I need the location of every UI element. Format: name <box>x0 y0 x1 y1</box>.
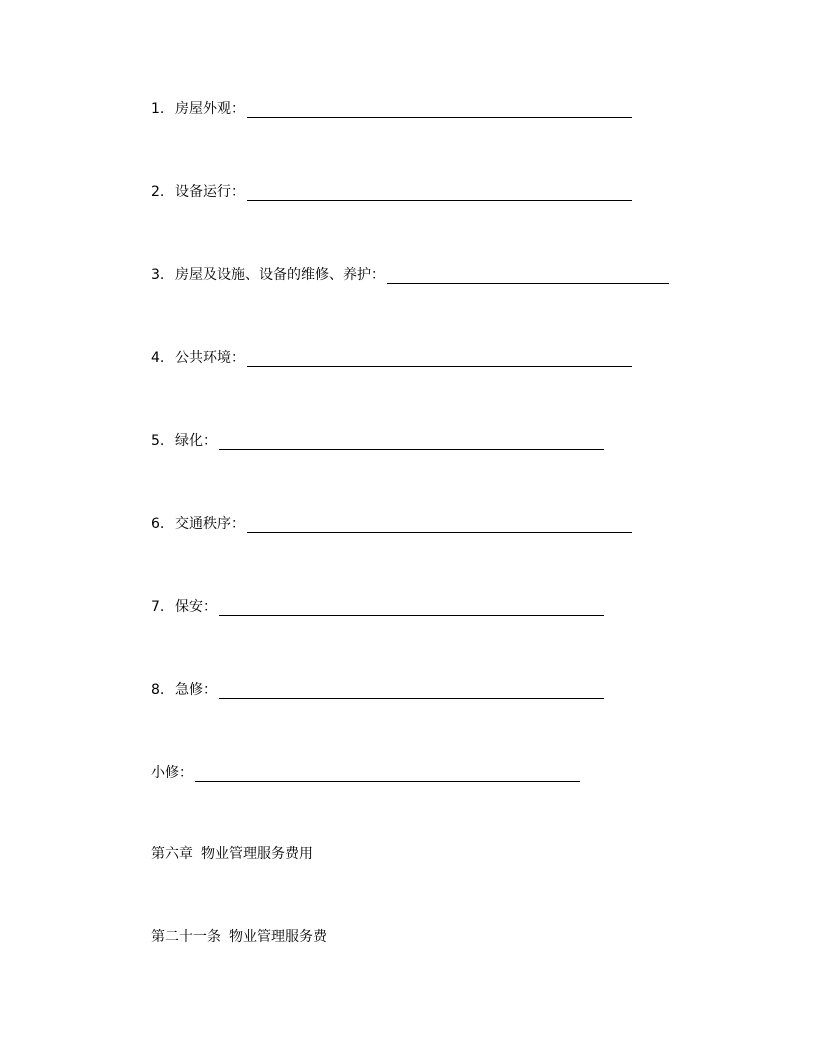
fill-in-blank[interactable] <box>219 432 604 450</box>
item-label: 设备运行： <box>175 184 245 200</box>
chapter-number: 第六章 <box>151 846 193 862</box>
item-number: 8. <box>151 682 165 698</box>
fill-in-blank[interactable] <box>247 349 632 367</box>
item-number: 5. <box>151 433 165 449</box>
item-label: 公共环境： <box>175 350 245 366</box>
item-traffic-order <box>151 511 632 533</box>
item-maintenance <box>151 262 669 284</box>
fill-in-blank[interactable] <box>247 183 632 201</box>
fill-in-blank[interactable] <box>195 764 580 782</box>
item-minor-repair <box>151 760 580 782</box>
chapter-title: 物业管理服务费用 <box>201 846 313 862</box>
item-label: 房屋及设施、设备的维修、养护： <box>175 267 385 283</box>
item-label: 房屋外观： <box>175 101 245 117</box>
item-label: 小修： <box>151 765 193 781</box>
item-security <box>151 594 604 616</box>
item-emergency-repair <box>151 677 604 699</box>
item-label: 保安： <box>175 599 217 615</box>
fill-in-blank[interactable] <box>247 515 632 533</box>
article-heading <box>151 928 327 946</box>
item-number: 4. <box>151 350 165 366</box>
item-number: 3. <box>151 267 165 283</box>
fill-in-blank[interactable] <box>219 598 604 616</box>
fill-in-blank[interactable] <box>219 681 604 699</box>
item-number: 7. <box>151 599 165 615</box>
item-number: 2. <box>151 184 165 200</box>
item-equipment-operation <box>151 179 632 201</box>
item-number: 6. <box>151 516 165 532</box>
item-house-appearance <box>151 96 632 118</box>
article-number: 第二十一条 <box>151 929 221 945</box>
chapter-heading <box>151 845 313 863</box>
item-greening <box>151 428 604 450</box>
fill-in-blank[interactable] <box>387 266 669 284</box>
item-number: 1. <box>151 101 165 117</box>
item-public-environment <box>151 345 632 367</box>
item-label: 急修： <box>175 682 217 698</box>
article-title: 物业管理服务费 <box>229 929 327 945</box>
item-label: 绿化： <box>175 433 217 449</box>
fill-in-blank[interactable] <box>247 100 632 118</box>
item-label: 交通秩序： <box>175 516 245 532</box>
